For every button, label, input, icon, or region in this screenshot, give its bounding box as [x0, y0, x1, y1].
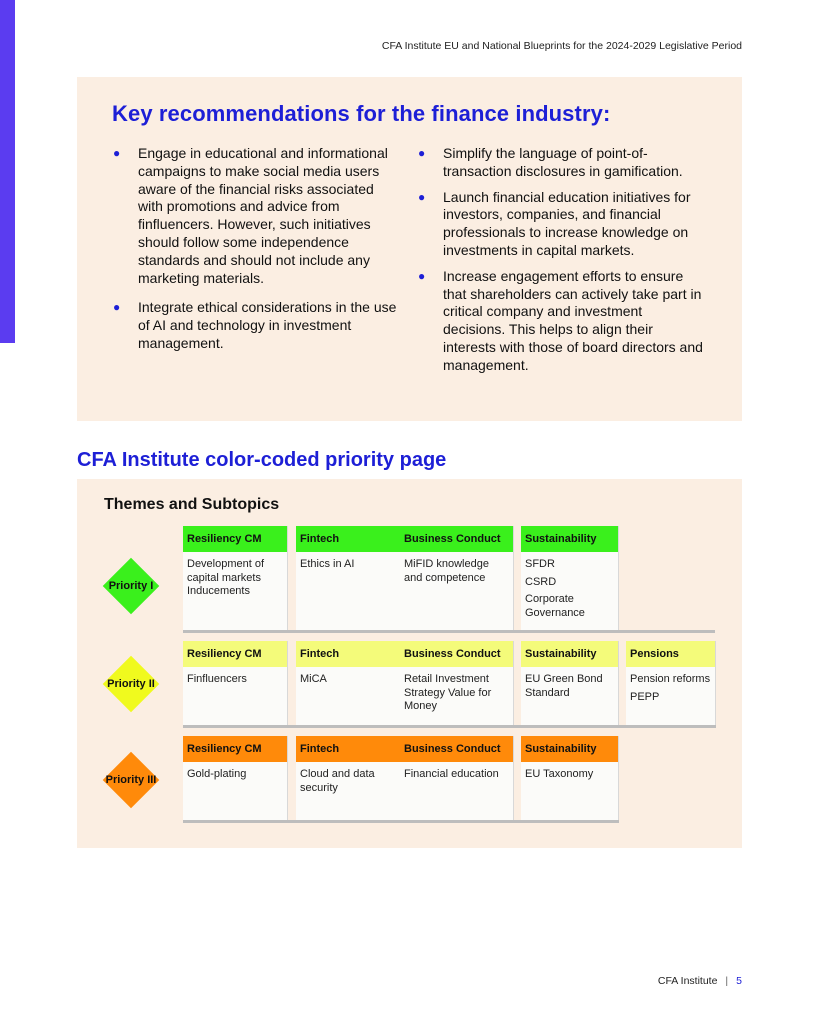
bullet-icon: ● [113, 300, 121, 315]
theme-cell [183, 526, 288, 630]
theme-header: Business Conduct [400, 526, 513, 552]
row-divider [183, 820, 619, 823]
theme-cell [626, 641, 716, 725]
theme-items: Ethics in AI [300, 558, 355, 570]
priority-label: Priority III [105, 774, 157, 786]
theme-header: Fintech [296, 641, 400, 667]
theme-items: Retail Investment Strategy Value for Money [404, 673, 492, 712]
theme-header: Sustainability [521, 641, 618, 667]
theme-cell [521, 526, 619, 630]
page-number: 5 [736, 975, 742, 987]
list-item: ● Integrate ethical considerations in the use of AI and technology in investment management. [113, 299, 397, 351]
footer-separator: | [725, 975, 729, 987]
theme-items: EU Taxonomy [525, 768, 594, 780]
theme-cell [521, 641, 619, 725]
theme-cell [296, 641, 401, 725]
theme-items: Financial education [404, 768, 499, 780]
priority-badge [101, 556, 161, 616]
recommendations-box [77, 77, 742, 421]
theme-header: Resiliency CM [183, 736, 287, 762]
priority-label: Priority I [108, 580, 154, 592]
priority-row-3 [77, 736, 742, 826]
priority-badge [101, 750, 161, 810]
theme-header: Sustainability [521, 526, 618, 552]
theme-cell [400, 641, 514, 725]
bullet-icon: ● [418, 189, 426, 204]
row-divider [183, 725, 716, 728]
themes-label: Themes and Subtopics [104, 496, 280, 513]
priority-badge [101, 654, 161, 714]
theme-cell [183, 736, 288, 820]
theme-cell [400, 526, 514, 630]
recommendations-right-list [418, 145, 708, 383]
list-item: ● Engage in educational and informational campaigns to make social media users aware of the financial risks associated with promotions and advice from finfluencers. However, such initiatives should follow some independence standards and should not include any marketing materials. [113, 145, 388, 286]
list-item: ● Simplify the language of point-of-transaction disclosures in gamification. [418, 145, 683, 179]
bullet-icon: ● [418, 268, 426, 283]
theme-header: Sustainability [521, 736, 618, 762]
list-item: ● Increase engagement efforts to ensure that shareholders can actively take part in critical company and investment decisions. This helps to align their interests with those of board directors and management. [418, 267, 703, 373]
bullet-icon: ● [113, 146, 121, 160]
theme-items: Gold-plating [187, 768, 247, 780]
priority-page-heading: CFA Institute color-coded priority page [77, 449, 447, 471]
theme-items: EU Green Bond Standard [525, 673, 603, 699]
priority-label: Priority II [107, 678, 155, 690]
side-accent-bar [0, 0, 15, 343]
theme-header: Business Conduct [400, 641, 513, 667]
theme-items: MiFID knowledge and competence [404, 558, 489, 584]
theme-cell [296, 526, 401, 630]
recommendations-heading: Key recommendations for the finance industry: [112, 101, 611, 126]
theme-header: Fintech [296, 526, 400, 552]
priority-row-2 [77, 641, 742, 731]
running-header: CFA Institute EU and National Blueprints for the 2024-2029 Legislative Period [381, 40, 742, 52]
page-footer [658, 975, 742, 987]
theme-items: Cloud and data security [300, 768, 375, 794]
theme-header: Business Conduct [400, 736, 513, 762]
theme-header: Pensions [626, 641, 715, 667]
priority-row-1 [77, 526, 742, 634]
theme-items: Finfluencers [187, 673, 247, 685]
list-item: ● Launch financial education initiatives for investors, companies, and financial professionals to increase knowledge on investments in capital markets. [418, 188, 691, 258]
theme-cell [296, 736, 401, 820]
theme-header: Resiliency CM [183, 526, 287, 552]
theme-header: Resiliency CM [183, 641, 287, 667]
theme-cell [521, 736, 619, 820]
theme-cell [400, 736, 514, 820]
recommendations-left-list [113, 145, 398, 361]
theme-items: Pension reforms PEPP [630, 673, 711, 703]
priority-box [77, 479, 742, 848]
footer-brand: CFA Institute [657, 975, 718, 987]
row-divider [183, 630, 715, 633]
theme-items: MiCA [300, 673, 327, 685]
theme-items: Development of capital markets Inducements [187, 558, 265, 597]
bullet-icon: ● [418, 146, 426, 160]
theme-items: SFDR CSRD Corporate Governance [525, 558, 585, 619]
theme-cell [183, 641, 288, 725]
theme-header: Fintech [296, 736, 400, 762]
